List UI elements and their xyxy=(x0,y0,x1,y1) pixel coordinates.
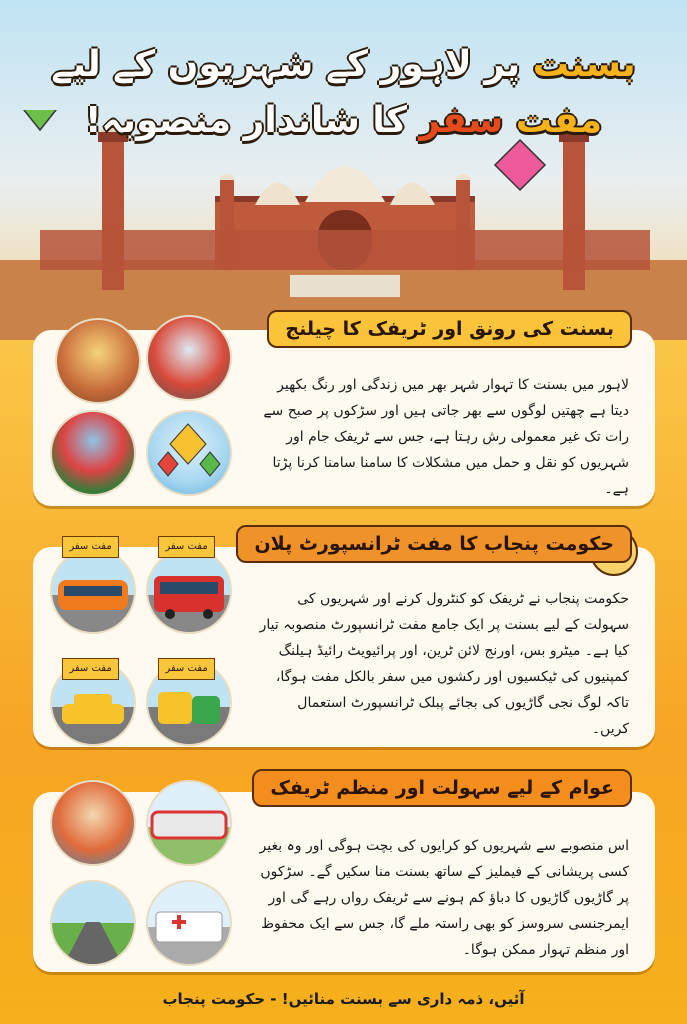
section-text-3: اس منصوبے سے شہریوں کو کرایوں کی بچت ہوگی اور وہ بغیر کسی پریشانی کے فیملیز کے ساتھ بسنت منا سکیں گے۔ سڑکوں پر گاڑیوں گاڑیوں کا دباؤ کم ہونے سے ٹریفک رواں رہے گی اور ایمرجنسی سروسز کو بھی راستہ ملے گا، جس سے ایک محفوظ اور منظم تہوار ممکن ہوگا۔ xyxy=(259,838,629,958)
family-image xyxy=(50,780,136,866)
train-image xyxy=(146,780,232,866)
kites-image xyxy=(146,410,232,496)
title-line-1-rest: پر لاہور کے شہریوں کے لیے xyxy=(51,44,521,85)
title-line-2-rest: کا شاندار منصوبہ! xyxy=(85,100,407,141)
free-travel-sign: مفت سفر xyxy=(158,536,215,558)
section-text-1: لاہور میں بسنت کا تہوار شہر بھر میں زندگی اور رنگ بکھیر دیتا ہے چھتیں لوگوں سے بھر جاتی ہیں اور سڑکوں پر صبح سے رات تک غیر معمولی رش رہتا ہے، جس سے ٹریفک جام اور شہریوں کو نقل و حمل میں مشکلات کا سامنا سامنا کرنا پڑتا ہے۔ xyxy=(263,377,629,497)
traffic-cars-image xyxy=(50,410,136,496)
free-travel-sign: مفت سفر xyxy=(62,536,119,558)
ambulance-image xyxy=(146,880,232,966)
open-road-image xyxy=(50,880,136,966)
title-word-basant: بسنت xyxy=(532,44,636,85)
footer-slogan: آئیں، ذمہ داری سے بسنت منائیں! - حکومت پنجاب xyxy=(162,990,525,1008)
section-text-2: حکومت پنجاب نے ٹریفک کو کنٹرول کرنے اور شہریوں کی سہولت کے لیے بسنت پر ایک جامع مفت ٹرانسپورٹ منصوبہ تیار کیا ہے۔ میٹرو بس، اورنج لائن ٹرین، اور پرائیویٹ رائیڈ ہیلنگ کمپنیوں کی ٹیکسیوں اور رکشوں میں سفر بالکل مفت ہوگا، تاکہ لوگ نجی گاڑیوں کی بجائے پبلک ٹرانسپورٹ استعمال کریں۔ xyxy=(259,591,629,737)
main-title-line-1 xyxy=(0,44,687,85)
badshahi-mosque-illustration xyxy=(0,110,687,340)
free-travel-sign: مفت سفر xyxy=(62,658,119,680)
crowd-image xyxy=(55,318,141,404)
title-word-safar: سفر xyxy=(419,100,504,141)
section-heading-2: حکومت پنجاب کا مفت ٹرانسپورٹ پلان xyxy=(236,525,632,563)
kite-icon xyxy=(170,424,206,464)
traffic-jam-image xyxy=(146,315,232,401)
section-heading-3: عوام کے لیے سہولت اور منظم ٹریفک xyxy=(252,769,632,807)
main-title-line-2 xyxy=(0,100,687,141)
title-word-muft: مفت xyxy=(515,100,602,141)
free-travel-sign: مفت سفر xyxy=(158,658,215,680)
kite-icon xyxy=(200,452,220,476)
orange-line-train-image xyxy=(50,548,136,634)
kite-icon xyxy=(495,140,545,190)
section-heading-1: بسنت کی رونق اور ٹریفک کا چیلنج xyxy=(267,310,632,348)
metro-bus-image xyxy=(146,548,232,634)
kite-icon xyxy=(158,452,178,476)
